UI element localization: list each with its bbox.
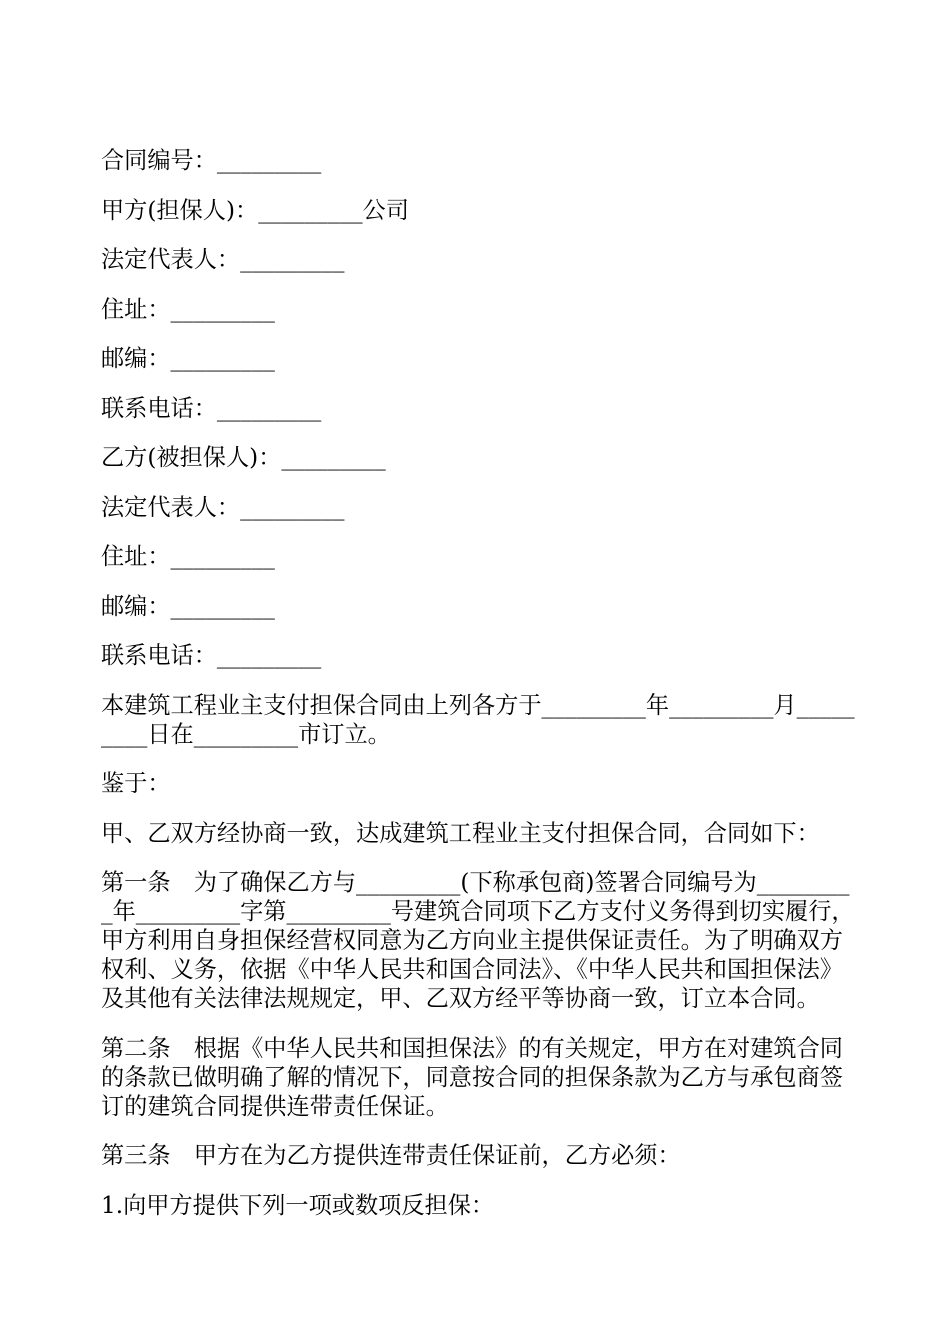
party-a-legal-rep-field: 法定代表人：_________	[101, 246, 345, 273]
article-3-item-1: 1.向甲方提供下列一项或数项反担保：	[101, 1191, 495, 1219]
party-a-field: 甲方(担保人)：_________公司	[101, 196, 409, 224]
party-b-legal-rep-field: 法定代表人：_________	[101, 493, 345, 521]
article-3-paragraph: 第三条 甲方在为乙方提供连带责任保证前，乙方必须：	[101, 1142, 681, 1169]
party-a-postcode-field: 邮编：_________	[101, 345, 275, 372]
party-b-field: 乙方(被担保人)：_________	[101, 444, 386, 471]
agreement-paragraph: 甲、乙双方经协商一致，达成建筑工程业主支付担保合同，合同如下：	[101, 819, 820, 847]
party-a-address-field: 住址：_________	[101, 295, 275, 323]
article-1-paragraph: 第一条 为了确保乙方与_________(下称承包商)签署合同编号为_________年_________字第_________号建筑合同项下乙方支付义务得到切实履行，甲方利用自身担保经营权同意为乙方向业主提供保证责任。为了明确双方权利、义务，依据《中华人民共和国合同法》、《中华人民共和国担保法》及其他有关法律法规规定，甲、乙双方经平等协商一致，订立本合同。	[101, 869, 855, 1012]
whereas-heading: 鉴于：	[101, 770, 171, 797]
party-b-address-field: 住址：_________	[101, 543, 275, 570]
contract-intro-paragraph: 本建筑工程业主支付担保合同由上列各方于_________年_________月_________日在_________市订立。	[101, 691, 855, 748]
party-b-postcode-field: 邮编：_________	[101, 592, 275, 620]
contract-number-field: 合同编号：_________	[101, 147, 322, 174]
contract-page	[101, 146, 857, 1240]
party-a-phone-field: 联系电话：_________	[101, 394, 322, 422]
party-b-phone-field: 联系电话：_________	[101, 642, 322, 669]
article-2-paragraph: 第二条 根据《中华人民共和国担保法》的有关规定，甲方在对建筑合同的条款已做明确了解的情况下，同意按合同的担保条款为乙方与承包商签订的建筑合同提供连带责任保证。	[101, 1034, 843, 1120]
